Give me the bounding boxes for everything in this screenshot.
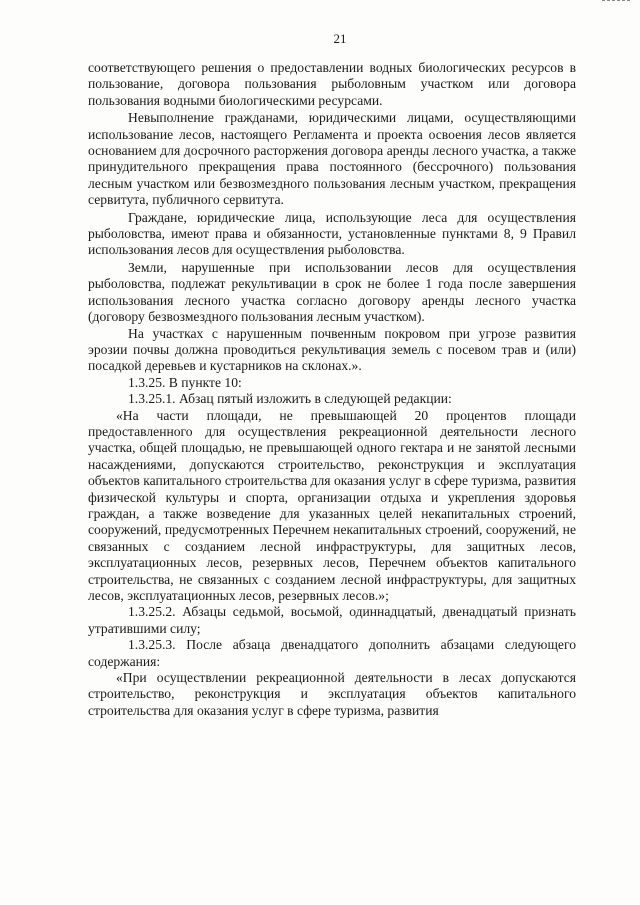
paragraph: 1.3.25.2. Абзацы седьмой, восьмой, одиннадцатый, двенадцатый признать утратившими силу; <box>88 604 576 636</box>
paragraph: Земли, нарушенные при использовании лесов для осуществления рыболовства, подлежат рекультивации в срок не более 1 года после завершения использования лесного участка согласно договору аренды лесного участка (договору безвозмездного пользования лесным участком). <box>88 259 576 325</box>
paragraph: На участках с нарушенным почвенным покровом при угрозе развития эрозии почвы должна проводиться рекультивация земель с посевом трав и (или) посадкой деревьев и кустарников на склонах.». <box>88 325 576 374</box>
paragraph: «На части площади, не превышающей 20 процентов площади предоставленного для осуществления рекреационной деятельности лесного участка, общей площадью, не превышающей одного гектара и не занятой лесными насаждениями, допускаются строительство, реконструкция и эксплуатация объектов капитального строительства для оказания услуг в сфере туризма, развития физической культуры и спорта, организации отдыха и укрепления здоровья граждан, а также возведение для указанных целей некапитальных строений, сооружений, предусмотренных Перечнем некапитальных строений, сооружений, не связанных с созданием лесной инфраструктуры, для защитных лесов, эксплуатационных лесов, резервных лесов, Перечнем объектов капитального строительства, не связанных с созданием лесной инфраструктуры, для защитных лесов, эксплуатационных лесов, резервных лесов.»; <box>88 407 576 603</box>
scan-mark <box>602 0 630 3</box>
document-body <box>88 60 576 719</box>
paragraph: 1.3.25. В пункте 10: <box>128 374 242 390</box>
page-number: 21 <box>333 31 347 46</box>
paragraph: Граждане, юридические лица, использующие леса для осуществления рыболовства, имеют права и обязанности, установленные пунктами 8, 9 Правил использования лесов для осуществления рыболовства. <box>88 209 576 258</box>
paragraph: Невыполнение гражданами, юридическими лицами, осуществляющими использование лесов, настоящего Регламента и проекта освоения лесов является основанием для досрочного расторжения договора аренды лесного участка, а также принудительного прекращения права постоянного (бессрочного) пользования лесным участком или безвозмездного пользования лесным участком, прекращения сервитута, публичного сервитута. <box>88 110 576 208</box>
paragraph: 1.3.25.1. Абзац пятый изложить в следующей редакции: <box>128 391 452 407</box>
paragraph: 1.3.25.3. После абзаца двенадцатого дополнить абзацами следующего содержания: <box>88 637 576 669</box>
paragraph: соответствующего решения о предоставлении водных биологических ресурсов в пользование, договора пользования рыболовным участком или договора пользования водными биологическими ресурсами. <box>88 60 576 108</box>
paragraph: «При осуществлении рекреационной деятельности в лесах допускаются строительство, реконструкция и эксплуатация объектов капитального строительства для оказания услуг в сфере туризма, развития <box>88 670 576 718</box>
